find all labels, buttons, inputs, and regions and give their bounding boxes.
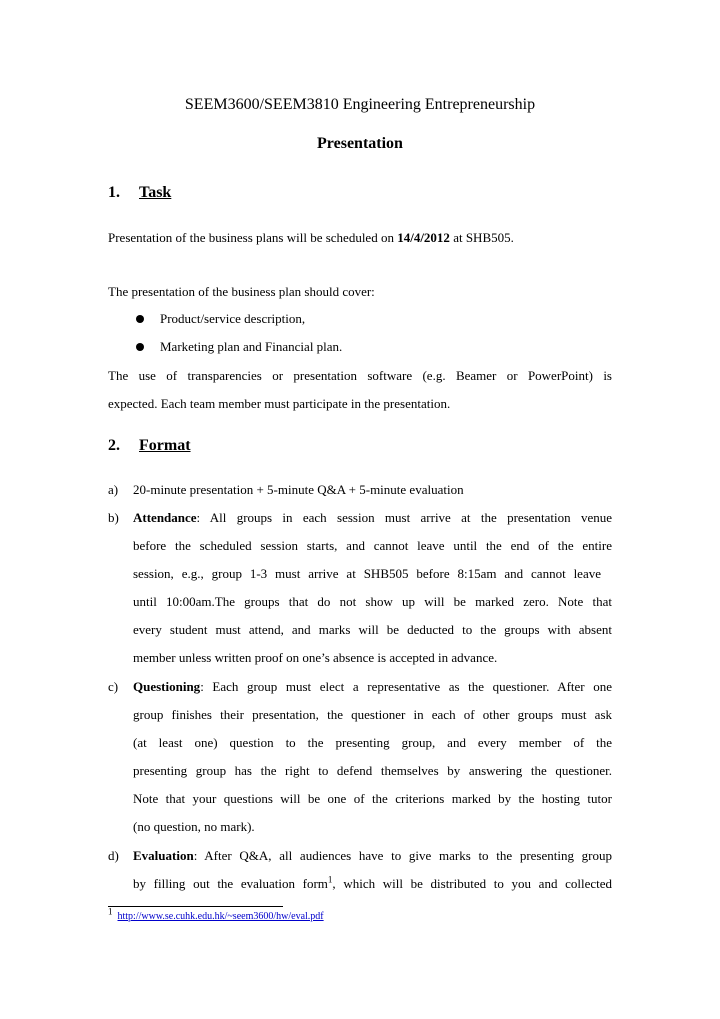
format-item-d-line bbox=[133, 870, 612, 899]
section-1-number: 1. bbox=[108, 184, 120, 201]
attendance-term: Attendance bbox=[133, 510, 197, 525]
format-item-b-line: session, e.g., group 1-3 must arrive at SHB505 before 8:15am and cannot leave bbox=[133, 566, 601, 581]
attendance-text: : All groups in each session must arrive at the presentation venue bbox=[196, 510, 612, 525]
format-item-d-line bbox=[133, 842, 612, 871]
format-item-c-line: (at least one) question to the presenting group, and every member of the bbox=[133, 735, 612, 750]
cover-lead: The presentation of the business plan should cover: bbox=[108, 284, 375, 299]
bullet-dot bbox=[136, 315, 144, 323]
document-title: SEEM3600/SEEM3810 Engineering Entrepreneurship bbox=[184, 96, 536, 113]
format-item-b-line: every student must attend, and marks will be deducted to the groups with absent bbox=[133, 622, 612, 637]
questioning-term: Questioning bbox=[133, 679, 201, 694]
footnote bbox=[108, 906, 324, 922]
task-note-line: The use of transparencies or presentation software (e.g. Beamer or PowerPoint) is bbox=[108, 368, 612, 383]
bullet-item: Marketing plan and Financial plan. bbox=[160, 339, 343, 354]
format-item-b-line: before the scheduled session starts, and cannot leave until the end of the entire bbox=[133, 538, 612, 553]
format-item-c-line bbox=[133, 673, 612, 702]
format-item-c-line: (no question, no mark). bbox=[133, 819, 255, 834]
item-label: c) bbox=[108, 679, 119, 694]
item-label: b) bbox=[108, 510, 119, 525]
section-1-title: Task bbox=[139, 184, 172, 201]
item-label: d) bbox=[108, 848, 119, 863]
section-2-title: Format bbox=[139, 437, 191, 454]
footnote-link[interactable]: http://www.se.cuhk.edu.hk/~seem3600/hw/eval.pdf bbox=[117, 911, 324, 922]
task-intro bbox=[108, 224, 514, 253]
format-item-c-line: group finishes their presentation, the questioner in each of other groups must ask bbox=[133, 707, 612, 722]
task-intro-prefix: Presentation of the business plans will be scheduled on bbox=[108, 230, 398, 245]
task-note-line: expected. Each team member must participate in the presentation. bbox=[108, 396, 451, 411]
evaluation-text: : After Q&A, all audiences have to give marks to the presenting group bbox=[193, 848, 612, 863]
footnote-number: 1 bbox=[108, 906, 113, 917]
section-1-heading bbox=[108, 184, 408, 206]
format-item-b-line: until 10:00am.The groups that do not show up will be marked zero. Note that bbox=[133, 594, 612, 609]
footnote-rule bbox=[108, 906, 283, 907]
evaluation-text: by filling out the evaluation form bbox=[133, 876, 328, 891]
task-intro-date: 14/4/2012 bbox=[397, 230, 450, 245]
format-item-c-line: presenting group has the right to defend themselves by answering the questioner. bbox=[133, 763, 612, 778]
bullet-dot bbox=[136, 343, 144, 351]
format-item-a-line: 20-minute presentation + 5-minute Q&A + 5-minute evaluation bbox=[133, 482, 464, 497]
questioning-text: : Each group must elect a representative as the questioner. After one bbox=[200, 679, 612, 694]
bullet-item: Product/service description, bbox=[160, 311, 306, 326]
format-item-b-line: member unless written proof on one’s absence is accepted in advance. bbox=[133, 650, 498, 665]
format-item-b-line bbox=[133, 504, 612, 533]
evaluation-term: Evaluation bbox=[133, 848, 194, 863]
footnote-ref: 1 bbox=[327, 874, 333, 885]
format-item-c-line: Note that your questions will be one of the criterions marked by the hosting tutor bbox=[133, 791, 612, 806]
document-subtitle: Presentation bbox=[317, 135, 403, 152]
section-2-heading bbox=[108, 437, 408, 459]
evaluation-text: , which will be distributed to you and collected bbox=[332, 876, 613, 891]
section-2-number: 2. bbox=[108, 437, 120, 454]
item-label: a) bbox=[108, 482, 119, 497]
task-intro-suffix: at SHB505. bbox=[449, 230, 514, 245]
